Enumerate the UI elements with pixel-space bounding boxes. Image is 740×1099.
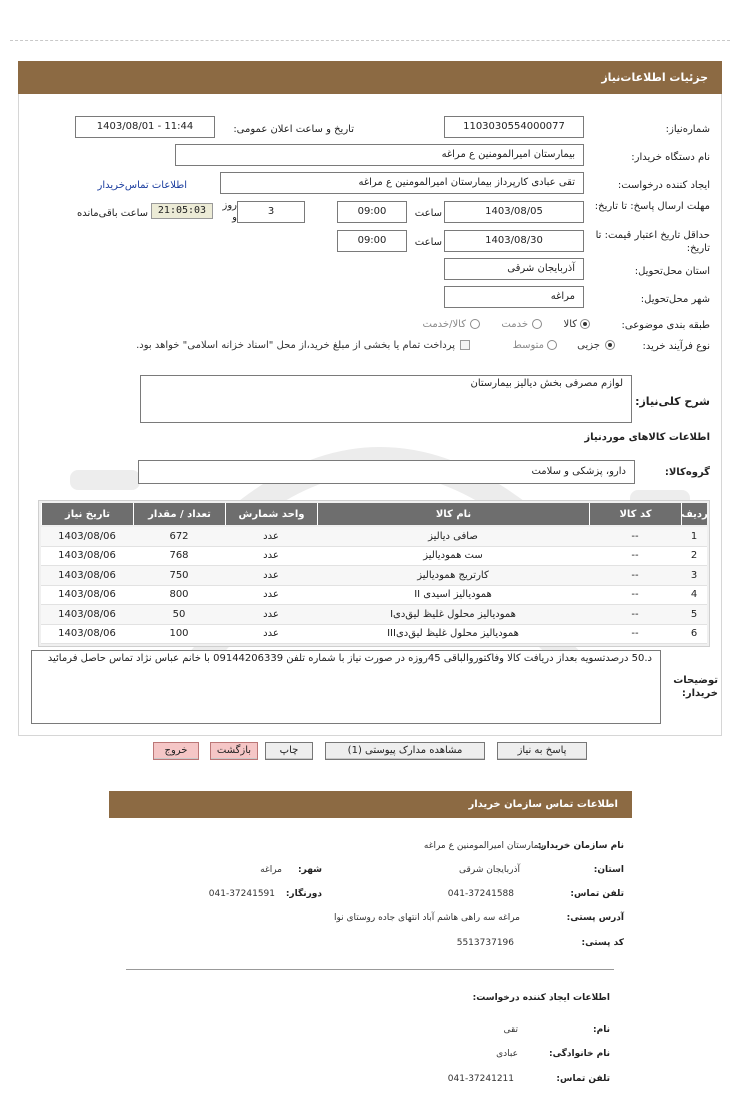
creator-phone-value: 041-37241211 [447, 1074, 514, 1084]
city-field: مراغه [444, 286, 584, 308]
deadline-date-field: 1403/08/05 [444, 201, 584, 223]
cell-index: 4 [690, 589, 698, 601]
cell-qty: 750 [169, 569, 189, 581]
cell-qty: 100 [169, 628, 189, 640]
cell-index: 3 [690, 569, 698, 581]
cell-date: 1403/08/06 [58, 569, 116, 581]
table-body [41, 527, 707, 644]
cell-name: صافی دیالیز [428, 530, 478, 542]
cell-index: 1 [690, 530, 698, 542]
creator-phone-label: تلفن تماس: [556, 1074, 610, 1084]
org-city-value: مراغه [260, 865, 282, 875]
org-phone-label: تلفن تماس: [570, 889, 624, 899]
cell-code: -- [631, 628, 639, 640]
table-header [41, 503, 707, 525]
cell-date: 1403/08/06 [58, 628, 116, 640]
province-label: استان محل‌تحویل: [634, 266, 710, 277]
org-address-label: آدرس پستی: [566, 913, 624, 923]
validity-time-label: ساعت [414, 237, 442, 248]
category-radio-service[interactable] [532, 319, 542, 329]
cell-name: ست همودیالیز [423, 550, 483, 562]
deadline-time-label: ساعت [414, 208, 442, 219]
creator-contact-title: اطلاعات ایجاد کننده درخواست: [472, 993, 610, 1003]
cell-index: 5 [690, 608, 698, 620]
col-code-header: کد کالا [589, 503, 681, 525]
cell-name: همودیالیز محلول غلیظ لیق‌دی‌I [390, 608, 516, 620]
table-row [41, 547, 707, 567]
creator-first-label: نام: [593, 1025, 610, 1035]
creator-last-label: نام خانوادگی: [548, 1049, 610, 1059]
remaining-timer: 21:05:03 [151, 203, 213, 219]
need-number-label: شماره‌نیاز: [665, 124, 710, 135]
category-radio-goods[interactable] [580, 319, 590, 329]
org-address-value: مراغه سه راهی هاشم آباد انتهای جاده روستای نوا [333, 913, 520, 923]
remaining-label: ساعت باقی‌مانده [76, 208, 148, 219]
goods-group-label: گروه‌کالا: [664, 467, 710, 478]
panel-title: جزئیات اطلاعات‌نیاز [18, 61, 722, 94]
org-postal-label: کد پستی: [581, 938, 624, 948]
cell-qty: 768 [169, 550, 189, 562]
deadline-label: مهلت ارسال پاسخ: تا تاریخ: [594, 201, 710, 212]
city-label: شهر محل‌تحویل: [640, 294, 710, 305]
creator-first-value: تقی [503, 1025, 518, 1035]
buyer-org-field: بیمارستان امیرالمومنین ع مراغه [175, 144, 584, 166]
province-field: آذربایجان شرقی [444, 258, 584, 280]
cell-code: -- [631, 550, 639, 562]
table-row [41, 625, 707, 645]
cell-unit: عدد [263, 569, 279, 581]
goods-group-field: دارو، پزشکی و سلامت [138, 460, 635, 484]
cell-name: همودیالیز اسیدی II [414, 589, 492, 601]
cell-qty: 672 [169, 530, 189, 542]
validity-time-field: 09:00 [337, 230, 407, 252]
print-button[interactable]: چاپ [265, 742, 313, 760]
summary-field: لوازم مصرفی بخش دیالیز بیمارستان [140, 375, 632, 423]
col-index-header: ردیف [681, 503, 707, 525]
col-unit-header: واحد شمارش [225, 503, 317, 525]
org-postal-value: 5513737196 [456, 938, 514, 948]
cell-code: -- [631, 608, 639, 620]
validity-date-field: 1403/08/30 [444, 230, 584, 252]
col-name-header: نام کالا [317, 503, 589, 525]
summary-label: شرح کلی‌نیاز: [635, 395, 710, 408]
category-radio-both[interactable] [470, 319, 480, 329]
table-row [41, 586, 707, 606]
cell-index: 6 [690, 628, 698, 640]
deadline-time-field: 09:00 [337, 201, 407, 223]
table-row [41, 566, 707, 586]
category-label: طبقه بندی موضوعی: [621, 320, 710, 331]
org-province-label: استان: [593, 865, 624, 875]
process-label: نوع فرآیند خرید: [642, 341, 710, 352]
category-option-goods: کالا [563, 319, 577, 330]
col-date-header: تاریخ نیاز [41, 503, 133, 525]
reply-button[interactable]: پاسخ به نیاز [497, 742, 587, 760]
cell-date: 1403/08/06 [58, 530, 116, 542]
treasury-checkbox[interactable] [460, 340, 470, 350]
cell-unit: عدد [263, 550, 279, 562]
goods-table [38, 500, 710, 647]
announce-field: 1403/08/01 - 11:44 [75, 116, 215, 138]
cell-code: -- [631, 569, 639, 581]
cell-date: 1403/08/06 [58, 550, 116, 562]
col-qty-header: تعداد / مقدار [133, 503, 225, 525]
table-row [41, 527, 707, 547]
org-fax-value: 041-37241591 [208, 889, 275, 899]
cell-qty: 50 [172, 608, 186, 620]
creator-label: ایجاد کننده درخواست: [617, 180, 710, 191]
cell-date: 1403/08/06 [58, 589, 116, 601]
cell-date: 1403/08/06 [58, 608, 116, 620]
validity-label: حداقل تاریخ اعتبار قیمت: تا تاریخ: [595, 230, 710, 254]
exit-button[interactable]: خروج [153, 742, 199, 760]
table-row [41, 605, 707, 625]
org-name-label: نام سازمان خریدار: [537, 841, 624, 851]
process-option-minor: جزیی [577, 340, 600, 351]
org-city-label: شهر: [298, 865, 322, 875]
cell-unit: عدد [263, 530, 279, 542]
buyer-contact-link[interactable]: اطلاعات تماس‌خریدار [97, 180, 187, 191]
category-option-both: کالا/خدمت [422, 319, 466, 330]
cell-name: کارتریج همودیالیز [417, 569, 489, 581]
org-fax-label: دورنگار: [285, 889, 322, 899]
cell-name: همودیالیز محلول غلیظ لیق‌دی‌III [387, 628, 519, 640]
attachments-button[interactable]: مشاهده مدارک پیوستی (1) [325, 742, 485, 760]
buyer-notes-field: د.50 درصدتسویه بعداز دریافت کالا وفاکتوروالباقی 45روزه در صورت نیاز با شماره تلفن 09144206339 با خانم عباس نژاد تماس حاصل فرمائید [31, 650, 661, 724]
org-phone-value: 041-37241588 [447, 889, 514, 899]
days-label: روز و [222, 200, 237, 223]
org-province-value: آذربایجان شرقی [459, 865, 520, 875]
org-contact-title: اطلاعات تماس سازمان خریدار [109, 791, 632, 818]
deadline-days-field: 3 [237, 201, 305, 223]
org-name-value: بیمارستان امیرالمومنین ع مراغه [423, 841, 544, 851]
cell-unit: عدد [263, 628, 279, 640]
cell-qty: 800 [169, 589, 189, 601]
buyer-notes-label: توضیحات خریدار: [673, 675, 718, 699]
cell-unit: عدد [263, 608, 279, 620]
treasury-note: پرداخت تمام یا بخشی از مبلغ خرید،از محل "اسناد خزانه اسلامی" خواهد بود. [136, 340, 455, 351]
cell-code: -- [631, 530, 639, 542]
goods-info-title: اطلاعات کالاهای موردنیاز [584, 432, 710, 443]
process-radio-medium[interactable] [547, 340, 557, 350]
back-button[interactable]: بازگشت [210, 742, 258, 760]
process-radio-minor[interactable] [605, 340, 615, 350]
announce-label: تاریخ و ساعت اعلان عمومی: [233, 124, 354, 135]
buyer-org-label: نام دستگاه خریدار: [631, 152, 710, 163]
process-option-medium: متوسط [512, 340, 544, 351]
cell-code: -- [631, 589, 639, 601]
need-number-field: 1103030554000077 [444, 116, 584, 138]
top-divider [10, 40, 730, 41]
creator-last-value: عبادی [496, 1049, 518, 1059]
creator-field: تقی عبادی کارپرداز بیمارستان امیرالمومنین ع مراغه [220, 172, 584, 194]
cell-unit: عدد [263, 589, 279, 601]
category-option-service: خدمت [501, 319, 528, 330]
contact-divider [126, 969, 614, 970]
cell-index: 2 [690, 550, 698, 562]
